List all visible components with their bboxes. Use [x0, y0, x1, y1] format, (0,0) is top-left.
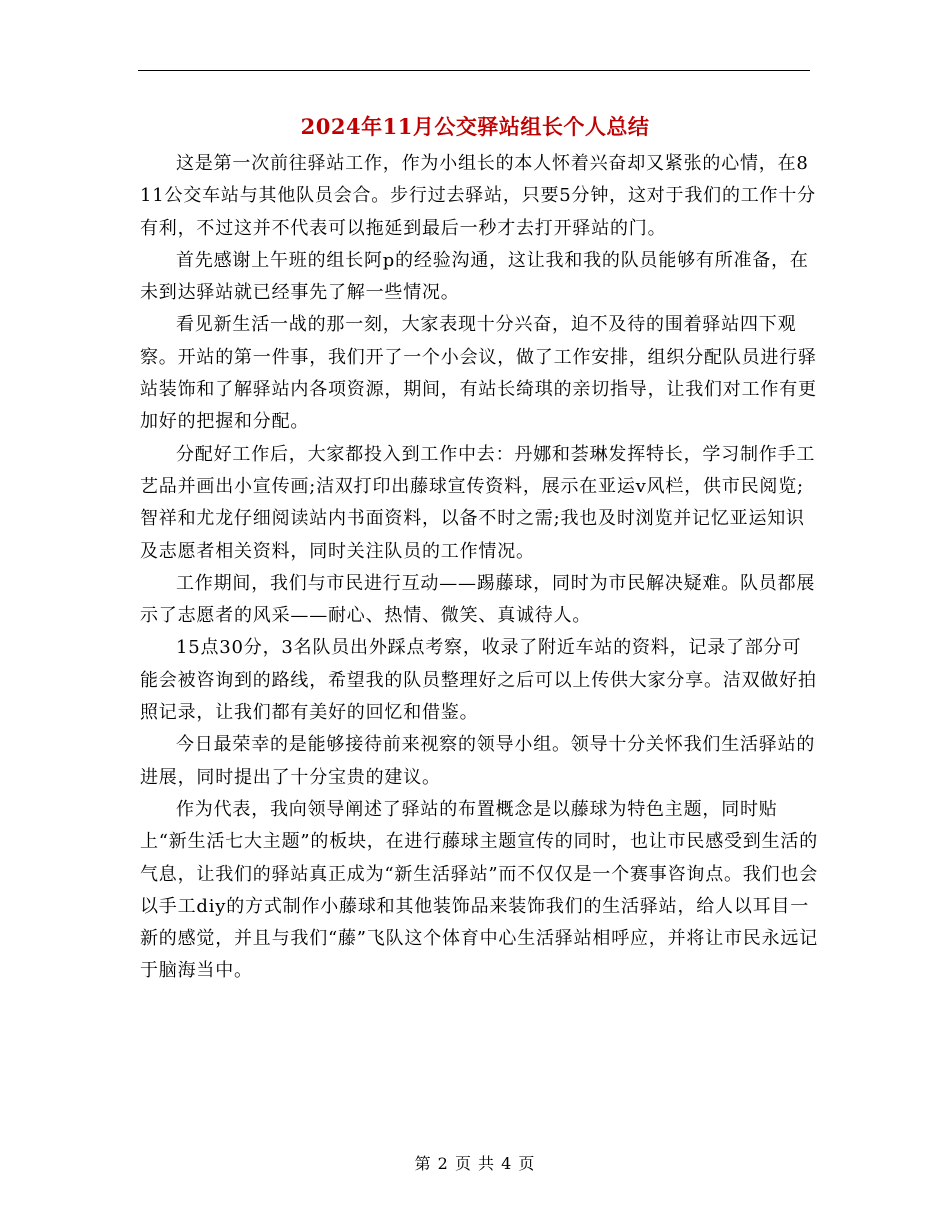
- paragraph-5: 工作期间，我们与市民进行互动——踢藤球，同时为市民解决疑难。队员都展示了志愿者的风采——耐心、热情、微笑、真诚待人。: [140, 572, 816, 627]
- paragraph-1: 这是第一次前往驿站工作，作为小组长的本人怀着兴奋却又紧张的心情，在811公交车站与其他队员会合。步行过去驿站，只要5分钟，这对于我们的工作十分有利，不过这并不代表可以拖延到最后一秒才去打开驿站的门。: [140, 153, 816, 239]
- paragraph-2: 首先感谢上午班的组长阿p的经验沟通，这让我和我的队员能够有所准备，在未到达驿站就已经事先了解一些情况。: [140, 249, 809, 304]
- document-body: [140, 148, 820, 988]
- paragraph-7: 今日最荣幸的是能够接待前来视察的领导小组。领导十分关怀我们生活驿站的进展，同时提出了十分宝贵的建议。: [140, 734, 816, 788]
- paragraph-8: 作为代表，我向领导阐述了驿站的布置概念是以藤球为特色主题，同时贴上“新生活七大主题”的板块，在进行藤球主题宣传的同时，也让市民感受到生活的气息，让我们的驿站真正成为“新生活驿站”而不仅仅是一个赛事咨询点。我们也会以手工diy的方式制作小藤球和其他装饰品来装饰我们的生活驿站，给人以耳目一新的感觉，并且与我们“藤”飞队这个体育中心生活驿站相呼应，并将让市民永远记于脑海当中。: [140, 798, 819, 982]
- document-title: 2024年11月公交驿站组长个人总结: [300, 114, 650, 139]
- paragraph-4: 分配好工作后，大家都投入到工作中去：丹娜和荟琳发挥特长，学习制作手工艺品并画出小宣传画;洁双打印出藤球宣传资料，展示在亚运v风栏，供市民阅览;智祥和尤龙仔细阅读站内书面资料，以备不时之需;我也及时浏览并记忆亚运知识及志愿者相关资料，同时关注队员的工作情况。: [140, 443, 816, 562]
- header-rule: [138, 70, 810, 71]
- paragraph-6: 15点30分，3名队员出外踩点考察，收录了附近车站的资料，记录了部分可能会被咨询到的路线，希望我的队员整理好之后可以上传供大家分享。洁双做好拍照记录，让我们都有美好的回忆和借鉴。: [140, 637, 817, 724]
- paragraph-3: 看见新生活一战的那一刻，大家表现十分兴奋，迫不及待的围着驿站四下观察。开站的第一件事，我们开了一个小会议，做了工作安排，组织分配队员进行驿站装饰和了解驿站内各项资源，期间，有站长绮琪的亲切指导，让我们对工作有更加好的把握和分配。: [140, 314, 817, 433]
- page-number: 第 2 页 共 4 页: [414, 1154, 536, 1173]
